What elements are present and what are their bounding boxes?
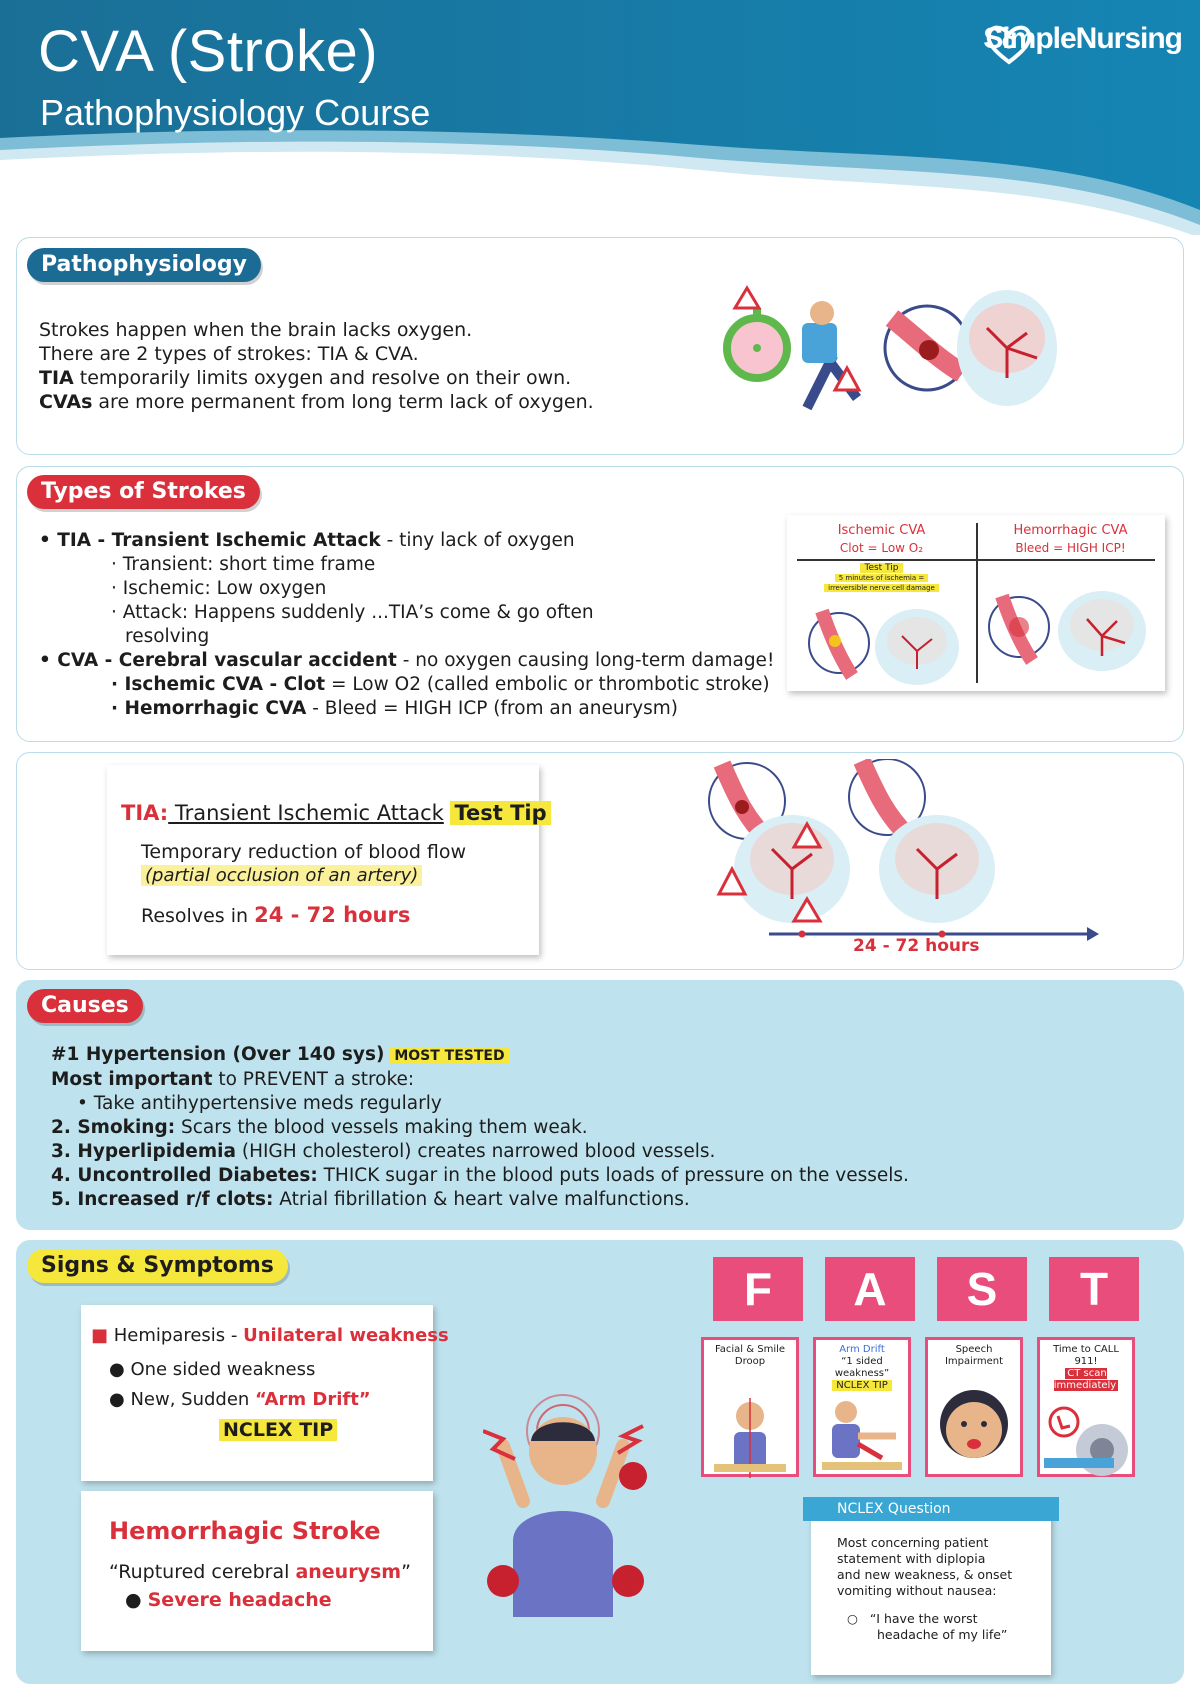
bullet-line: ● New, Sudden “Arm Drift” (109, 1389, 371, 1410)
tia-hours: 24 - 72 hours (254, 903, 411, 927)
cva-types-table (787, 515, 1165, 691)
page-header (0, 0, 1200, 235)
page-subtitle: Pathophysiology Course (40, 92, 431, 133)
bullet-line: ● One sided weakness (109, 1359, 316, 1380)
signs-symptoms-section (16, 1240, 1184, 1684)
brand-logo (983, 22, 1182, 56)
types-line: · Transient: short time frame (111, 554, 376, 575)
most-tested-badge: MOST TESTED (390, 1048, 508, 1064)
fast-card-face (701, 1337, 799, 1477)
nclex-question-card (811, 1501, 1051, 1675)
cause-item: #1 Hypertension (Over 140 sys) MOST TESTED (51, 1043, 909, 1068)
fast-card-arm (813, 1337, 911, 1477)
fast-letter-a: A (825, 1257, 915, 1321)
hemiparesis-line: ■ Hemiparesis - Unilateral weakness (91, 1325, 449, 1346)
page-title: CVA (Stroke) (38, 19, 379, 84)
fast-caption: Arm Drift (839, 1344, 885, 1355)
tia-section (16, 752, 1184, 970)
hemorrhagic-title: Hemorrhagic Stroke (109, 1517, 381, 1545)
hemorrhagic-line: “Ruptured cerebral aneurysm” (109, 1561, 411, 1583)
test-tip-label: Test Tip (860, 563, 902, 573)
arm-drift-icon (816, 1392, 908, 1476)
ischemic-title: Ischemic CVA (837, 523, 926, 538)
brand-name: SimpleNursing (983, 22, 1182, 55)
ischemic-subtitle: Clot = Low O₂ (839, 541, 924, 555)
unilateral-weakness: Unilateral weakness (243, 1325, 449, 1346)
types-line: · Ischemic: Low oxygen (111, 578, 327, 599)
cause-item: 2. Smoking: Scars the blood vessels making them weak. (51, 1117, 588, 1138)
ct-scanner-icon (1040, 1392, 1132, 1488)
cause-item: 4. Uncontrolled Diabetes: THICK sugar in the blood puts loads of pressure on the vessels. (51, 1165, 909, 1186)
tia-timeline-illustration (687, 759, 1107, 947)
test-tip-badge: Test Tip (450, 801, 550, 825)
nclex-tip-badge: NCLEX TIP (219, 1419, 337, 1441)
nclex-answer (847, 1611, 1007, 1643)
types-line: • TIA - Transient Ischemic Attack - tiny lack of oxygen (39, 530, 575, 551)
hemorrhagic-title: Hemorrhagic CVA (1013, 523, 1128, 538)
arm-drift: “Arm Drift” (255, 1389, 371, 1410)
hemorrhagic-subtitle: Bleed = HIGH ICP! (1015, 541, 1126, 555)
tia-card (107, 765, 547, 955)
types-text (39, 529, 774, 721)
fast-nclex-tip: NCLEX TIP (832, 1380, 891, 1391)
cause-item: • Take antihypertensive meds regularly (77, 1093, 442, 1114)
patho-line: Strokes happen when the brain lacks oxygen. (39, 319, 473, 341)
fast-caption: Time to CALL 911! (1053, 1344, 1119, 1367)
question-line: and new weakness, & onset (837, 1567, 1013, 1582)
pathophysiology-section (16, 237, 1184, 455)
fast-caption: Speech Impairment (944, 1344, 1004, 1367)
speech-impairment-icon (928, 1368, 1020, 1478)
tia-line: (partial occlusion of an artery) (141, 865, 422, 886)
fast-letter-t: T (1049, 1257, 1139, 1321)
section-label: Signs & Symptoms (27, 1249, 288, 1283)
fast-letter-f: F (713, 1257, 803, 1321)
types-line: • CVA - Cerebral vascular accident - no oxygen causing long-term damage! (39, 650, 775, 671)
tia-resolves-label: Resolves in (141, 905, 255, 927)
answer-line: ○ “I have the worst (847, 1611, 978, 1626)
test-tip-box (787, 563, 976, 593)
patho-text (39, 318, 594, 414)
fast-ct-scan: CT scan immediately (1053, 1368, 1117, 1391)
tia-prefix: TIA: (121, 801, 169, 825)
answer-line: headache of my life” (877, 1627, 1008, 1642)
question-line: Most concerning patient (837, 1535, 989, 1550)
tia-resolves (141, 903, 410, 927)
types-line: · Ischemic CVA - Clot = Low O2 (called embolic or thrombotic stroke) (111, 674, 770, 695)
cause-item: Most important to PREVENT a stroke: (51, 1069, 415, 1090)
types-line: · Hemorrhagic CVA - Bleed = HIGH ICP (from an aneurysm) (111, 698, 678, 719)
fast-caption: “1 sided weakness” (834, 1356, 890, 1379)
test-tip-line: 5 minutes of ischemia = (835, 574, 929, 582)
section-label: Types of Strokes (27, 475, 260, 509)
section-label: Causes (27, 989, 143, 1023)
aneurysm: aneurysm (295, 1561, 402, 1583)
types-of-strokes-section (16, 466, 1184, 742)
severe-headache: Severe headache (147, 1589, 332, 1611)
cause-item: 5. Increased r/f clots: Atrial fibrillation & heart valve malfunctions. (51, 1189, 690, 1210)
hemiparesis-card (81, 1305, 449, 1481)
headache-illustration (483, 1371, 663, 1617)
types-line: resolving (125, 626, 210, 647)
causes-list (51, 1043, 909, 1212)
patho-line: There are 2 types of strokes: TIA & CVA. (39, 343, 419, 365)
stroke-illustration (707, 278, 1067, 418)
cause-item: 3. Hyperlipidemia (HIGH cholesterol) creates narrowed blood vessels. (51, 1141, 716, 1162)
types-line: · Attack: Happens suddenly ...TIA’s come & go often (111, 602, 594, 623)
causes-section (16, 980, 1184, 1230)
nclex-question-header: NCLEX Question (803, 1497, 1059, 1521)
tia-title-text: Transient Ischemic Attack (168, 801, 444, 825)
hemiparesis-label: Hemiparesis - (113, 1325, 244, 1346)
patho-line: TIA temporarily limits oxygen and resolve on their own. (39, 367, 572, 389)
test-tip-line: irreversible nerve cell damage (824, 584, 939, 592)
stethoscope-heart-icon (983, 22, 1035, 66)
table-divider (797, 559, 1155, 561)
fast-card-time (1037, 1337, 1135, 1477)
fast-caption: Facial & Smile Droop (714, 1344, 786, 1367)
fast-card-speech (925, 1337, 1023, 1477)
fast-letter-s: S (937, 1257, 1027, 1321)
timeline-label: 24 - 72 hours (853, 936, 980, 956)
nclex-question-text (837, 1535, 1012, 1599)
tia-title (121, 801, 551, 825)
ischemic-brain-illustration (807, 601, 967, 687)
hemorrhagic-brain-illustration (987, 581, 1157, 681)
tia-line: Temporary reduction of blood flow (141, 841, 467, 863)
hemorrhagic-card (81, 1491, 433, 1651)
question-line: statement with diplopia (837, 1551, 986, 1566)
patho-line: CVAs are more permanent from long term lack of oxygen. (39, 391, 594, 413)
question-line: vomiting without nausea: (837, 1583, 997, 1598)
severe-headache-line: ● Severe headache (125, 1589, 332, 1611)
section-label: Pathophysiology (27, 248, 261, 282)
facial-droop-icon (704, 1368, 796, 1478)
